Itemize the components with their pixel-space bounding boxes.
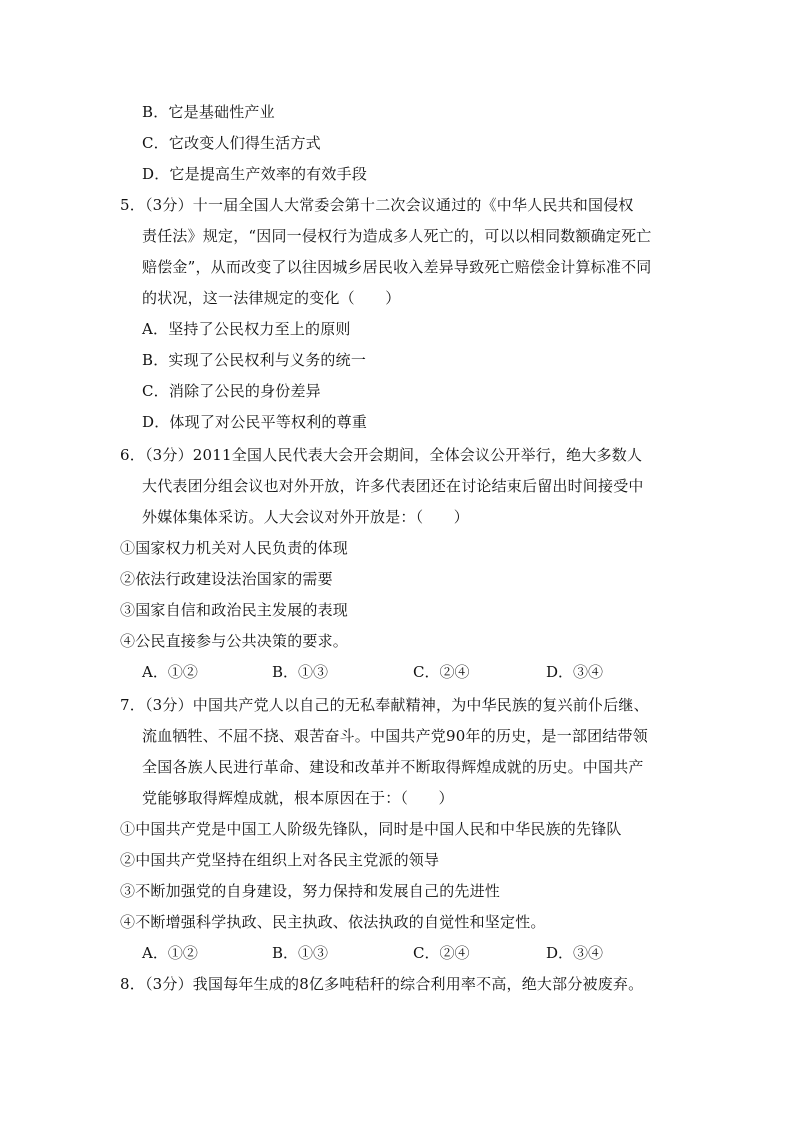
q6-item-1: ①国家权力机关对人民负责的体现	[120, 539, 349, 557]
q5-stem-line-4: 的状况，这一法律规定的变化（ ）	[142, 289, 401, 307]
q5-stem-line-1: 5．（3分）十一届全国人大常委会第十二次会议通过的《中华人民共和国侵权	[120, 196, 634, 214]
q4-option-d: D．它是提高生产效率的有效手段	[142, 165, 368, 183]
q7-item-4: ④不断增强科学执政、民主执政、依法执政的自觉性和坚定性。	[120, 913, 546, 931]
q7-item-1: ①中国共产党是中国工人阶级先锋队，同时是中国人民和中华民族的先锋队	[120, 820, 622, 838]
q6-stem-line-1: 6．（3分）2011全国人民代表大会开会期间，全体会议公开举行，绝大多数人	[120, 446, 643, 464]
q6-stem-line-2: 大代表团分组会议也对外开放，许多代表团还在讨论结束后留出时间接受中	[142, 477, 644, 495]
q5-option-a: A．坚持了公民权力至上的原则	[142, 320, 351, 338]
q5-option-c: C．消除了公民的身份差异	[142, 382, 321, 400]
q7-option-c: C．②④	[413, 944, 470, 962]
q5-stem-line-3: 赔偿金”，从而改变了以往因城乡居民收入差异导致死亡赔偿金计算标准不同	[142, 258, 652, 276]
q7-stem-line-3: 全国各族人民进行革命、建设和改革并不断取得辉煌成就的历史。中国共产	[142, 758, 644, 776]
q5-option-d: D．体现了对公民平等权利的尊重	[142, 413, 368, 431]
q6-option-b: B．①③	[272, 663, 329, 681]
q6-item-4: ④公民直接参与公共决策的要求。	[120, 632, 349, 650]
q7-item-2: ②中国共产党坚持在组织上对各民主党派的领导	[120, 851, 440, 869]
q6-option-d: D．③④	[546, 663, 604, 681]
q7-item-3: ③不断加强党的自身建设，努力保持和发展自己的先进性	[120, 882, 501, 900]
q6-option-a: A．①②	[142, 663, 198, 681]
q6-item-2: ②依法行政建设法治国家的需要	[120, 570, 333, 588]
q6-item-3: ③国家自信和政治民主发展的表现	[120, 601, 349, 619]
q7-stem-line-4: 党能够取得辉煌成就，根本原因在于：（ ）	[142, 789, 454, 807]
q5-option-b: B．实现了公民权利与义务的统一	[142, 351, 367, 369]
q7-stem-line-2: 流血牺牲、不屈不挠、艰苦奋斗。中国共产党90年的历史，是一部团结带领	[142, 727, 648, 745]
q7-options-row	[142, 943, 662, 963]
q7-option-a: A．①②	[142, 944, 198, 962]
q7-stem-line-1: 7．（3分）中国共产党人以自己的无私奉献精神，为中华民族的复兴前仆后继、	[120, 696, 649, 714]
q6-options-row	[142, 662, 662, 682]
q8-stem-line-1: 8．（3分）我国每年生成的8亿多吨秸秆的综合利用率不高，绝大部分被废弃。	[120, 975, 644, 993]
q4-option-c: C．它改变人们得生活方式	[142, 134, 321, 152]
q6-stem-line-3: 外媒体集体采访。人大会议对外开放是：（ ）	[142, 508, 469, 526]
q7-option-d: D．③④	[546, 944, 604, 962]
q6-option-c: C．②④	[413, 663, 470, 681]
q7-option-b: B．①③	[272, 944, 329, 962]
q4-option-b: B．它是基础性产业	[142, 103, 275, 121]
q5-stem-line-2: 责任法》规定，“因同一侵权行为造成多人死亡的，可以以相同数额确定死亡	[142, 227, 652, 245]
